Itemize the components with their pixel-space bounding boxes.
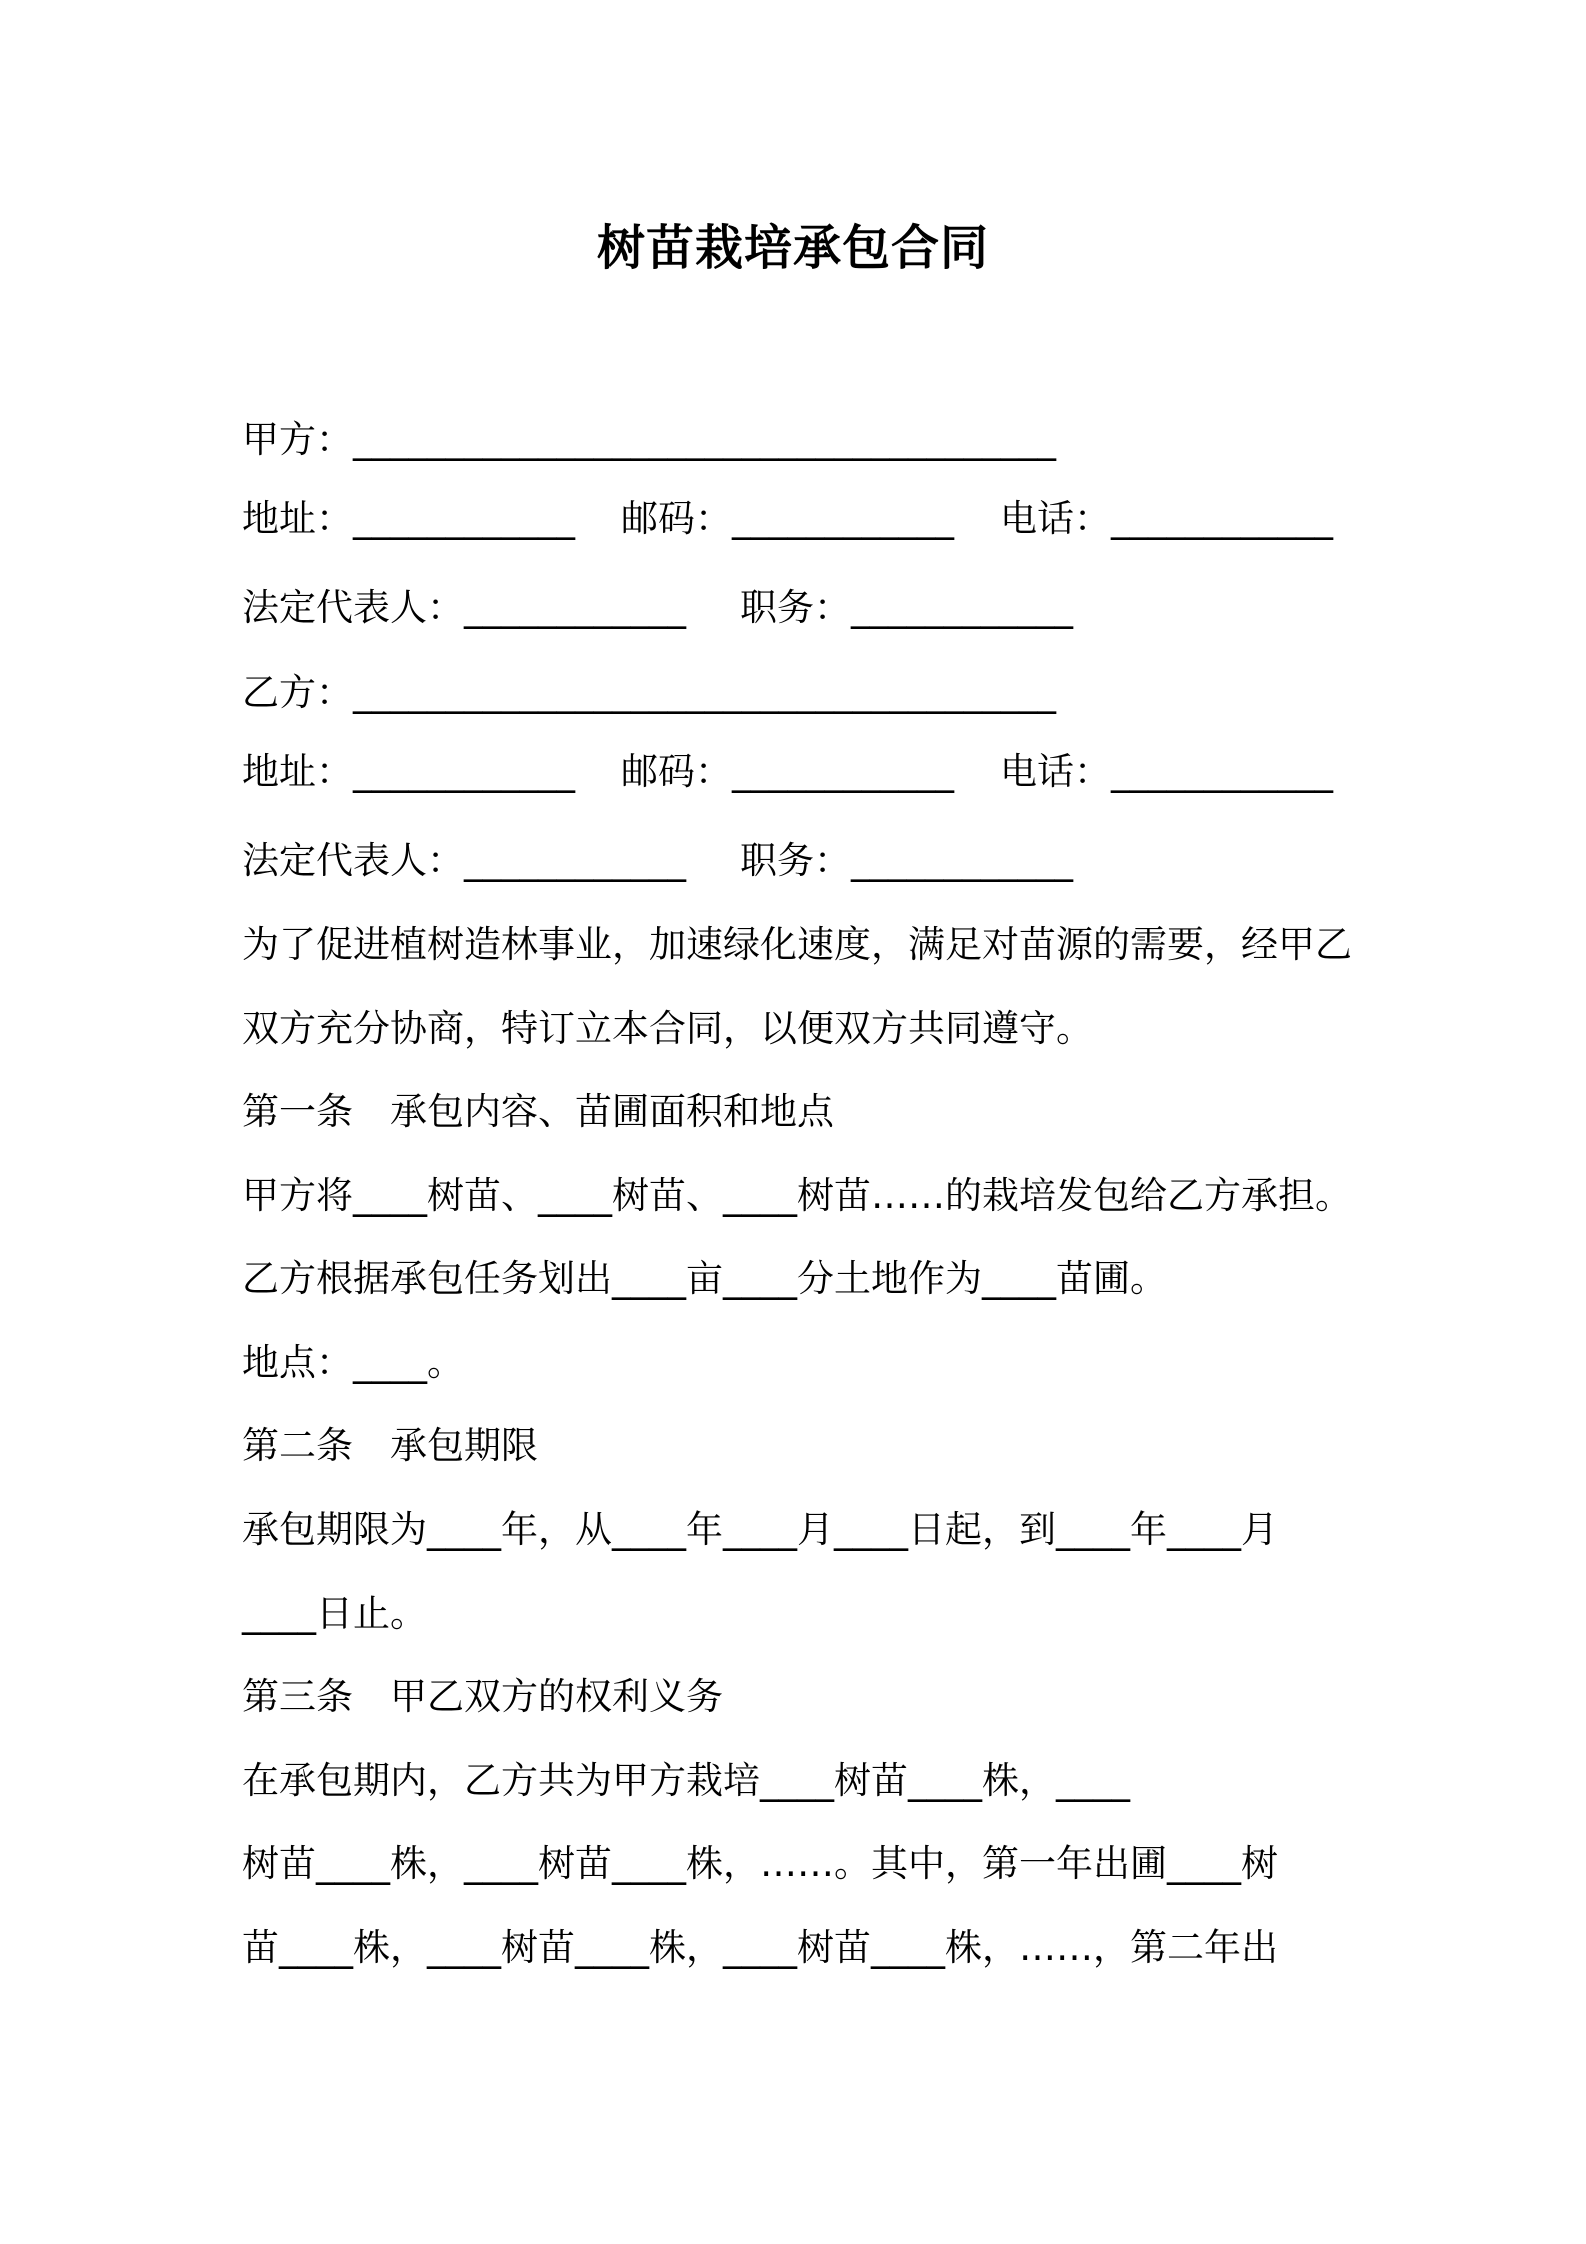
party-a-address: 地址：____________ bbox=[242, 497, 575, 540]
party-b-name-line: 乙方：______________________________________ bbox=[242, 671, 1056, 714]
article-3-line: 树苗____株，____树苗____株，……。其中，第一年出圃____树 bbox=[242, 1842, 1278, 1885]
article-3-heading: 第三条 甲乙双方的权利义务 bbox=[242, 1675, 723, 1718]
article-3-line: 在承包期内，乙方共为甲方栽培____树苗____株，____ bbox=[242, 1759, 1130, 1802]
party-b-position: 职务：____________ bbox=[740, 839, 1073, 882]
party-b-address: 地址：____________ bbox=[242, 750, 575, 793]
article-1-line: 乙方根据承包任务划出____亩____分土地作为____苗圃。 bbox=[242, 1257, 1167, 1300]
preamble-line: 为了促进植树造林事业，加速绿化速度，满足对苗源的需要，经甲乙 bbox=[242, 923, 1352, 966]
article-3-line: 苗____株，____树苗____株，____树苗____株，……，第二年出 bbox=[242, 1926, 1278, 1969]
party-a-name-line: 甲方：______________________________________ bbox=[242, 418, 1056, 461]
article-2-line: ____日止。 bbox=[242, 1592, 427, 1635]
article-1-line: 地点：____。 bbox=[242, 1341, 464, 1384]
article-2-line: 承包期限为____年，从____年____月____日起，到____年____月 bbox=[242, 1508, 1278, 1551]
document-title: 树苗栽培承包合同 bbox=[596, 220, 989, 276]
party-a-representative: 法定代表人：____________ bbox=[242, 586, 686, 629]
party-a-position: 职务：____________ bbox=[740, 586, 1073, 629]
article-2-heading: 第二条 承包期限 bbox=[242, 1424, 538, 1467]
article-1-line: 甲方将____树苗、____树苗、____树苗……的栽培发包给乙方承担。 bbox=[242, 1174, 1352, 1217]
party-a-phone: 电话：____________ bbox=[1000, 497, 1333, 540]
party-b-postcode: 邮码：____________ bbox=[621, 750, 954, 793]
party-b-representative: 法定代表人：____________ bbox=[242, 839, 686, 882]
preamble-line: 双方充分协商，特订立本合同，以便双方共同遵守。 bbox=[242, 1007, 1093, 1050]
party-b-phone: 电话：____________ bbox=[1000, 750, 1333, 793]
party-a-postcode: 邮码：____________ bbox=[621, 497, 954, 540]
article-1-heading: 第一条 承包内容、苗圃面积和地点 bbox=[242, 1090, 834, 1133]
